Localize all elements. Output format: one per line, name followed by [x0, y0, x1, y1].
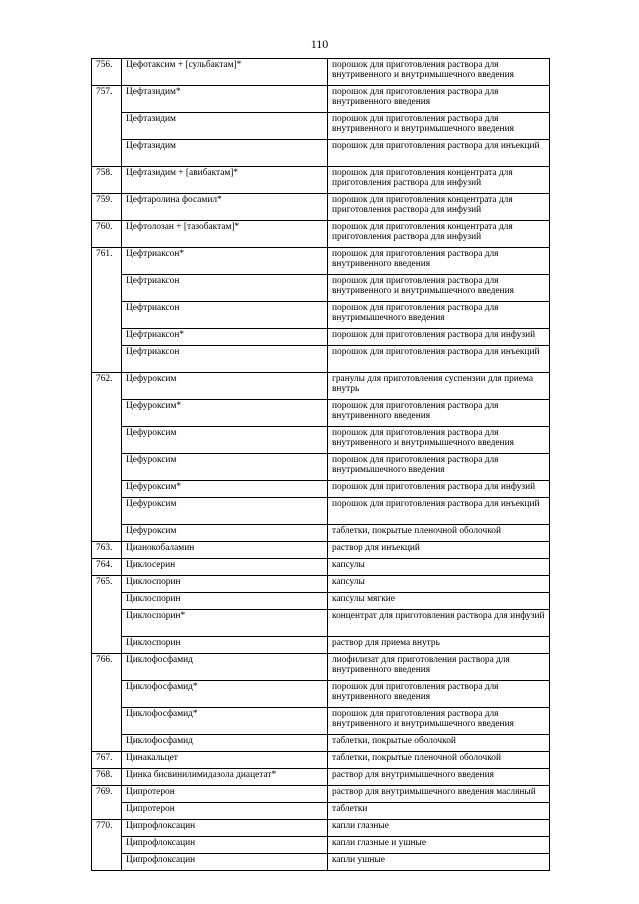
table-row	[92, 302, 550, 329]
table-row	[92, 454, 550, 481]
dosage-form: раствор для внутримышечного введения	[328, 769, 550, 786]
drug-name: Циклоспорин	[122, 576, 328, 593]
drug-name: Цефтриаксон*	[122, 329, 328, 346]
drug-name: Циклофосфамид*	[122, 681, 328, 708]
table-row	[92, 329, 550, 346]
dosage-form: раствор для приема внутрь	[328, 637, 550, 654]
table-row	[92, 637, 550, 654]
table-row	[92, 559, 550, 576]
dosage-form: порошок для приготовления раствора для внутривенного и внутримышечного введения	[328, 113, 550, 140]
drug-name: Цефтриаксон	[122, 302, 328, 329]
drug-name: Цефуроксим	[122, 373, 328, 400]
drug-name: Циклофосфамид	[122, 735, 328, 752]
table-row	[92, 194, 550, 221]
dosage-form: порошок для приготовления концентрата для приготовления раствора для инфузий	[328, 194, 550, 221]
drug-name: Цефтазидим	[122, 140, 328, 167]
table-row	[92, 542, 550, 559]
drug-name: Цефуроксим	[122, 454, 328, 481]
drug-name: Циклоспорин	[122, 637, 328, 654]
row-number: 764.	[92, 559, 122, 576]
row-number: 756.	[92, 59, 122, 86]
row-number: 767.	[92, 752, 122, 769]
table-row	[92, 610, 550, 637]
dosage-form: порошок для приготовления раствора для внутривенного и внутримышечного введения	[328, 427, 550, 454]
dosage-form: концентрат для приготовления раствора для инфузий	[328, 610, 550, 637]
dosage-form: таблетки, покрытые пленочной оболочкой	[328, 752, 550, 769]
drug-name: Цефтазидим*	[122, 86, 328, 113]
table-row	[92, 525, 550, 542]
dosage-form: таблетки	[328, 803, 550, 820]
row-number: 763.	[92, 542, 122, 559]
drug-name: Ципрофлоксацин	[122, 820, 328, 837]
page-number: 110	[310, 37, 329, 51]
drug-name: Цефуроксим*	[122, 400, 328, 427]
dosage-form: порошок для приготовления раствора для внутривенного и внутримышечного введения	[328, 708, 550, 735]
drug-name: Циклофосфамид*	[122, 708, 328, 735]
table-row	[92, 86, 550, 113]
table-row	[92, 752, 550, 769]
dosage-form: порошок для приготовления раствора для инъекций	[328, 346, 550, 373]
drug-name: Цефтриаксон*	[122, 248, 328, 275]
row-number: 769.	[92, 786, 122, 820]
table-row	[92, 248, 550, 275]
table-row	[92, 681, 550, 708]
drug-table-body	[92, 59, 550, 871]
dosage-form: порошок для приготовления раствора для внутривенного введения	[328, 86, 550, 113]
dosage-form: порошок для приготовления концентрата для приготовления раствора для инфузий	[328, 221, 550, 248]
dosage-form: порошок для приготовления раствора для внутривенного и внутримышечного введения	[328, 275, 550, 302]
table-row	[92, 275, 550, 302]
table-row	[92, 854, 550, 871]
dosage-form: порошок для приготовления раствора для инъекций	[328, 140, 550, 167]
dosage-form: капсулы мягкие	[328, 593, 550, 610]
table-row	[92, 769, 550, 786]
row-number: 758.	[92, 167, 122, 194]
row-number: 757.	[92, 86, 122, 167]
table-row	[92, 576, 550, 593]
table-row	[92, 346, 550, 373]
table-row	[92, 708, 550, 735]
drug-name: Ципротерон	[122, 803, 328, 820]
row-number: 762.	[92, 373, 122, 542]
table-row	[92, 654, 550, 681]
table-row	[92, 427, 550, 454]
table-row	[92, 113, 550, 140]
dosage-form: лиофилизат для приготовления раствора для внутривенного введения	[328, 654, 550, 681]
table-row	[92, 498, 550, 525]
dosage-form: капли глазные	[328, 820, 550, 837]
dosage-form: порошок для приготовления раствора для внутримышечного введения	[328, 454, 550, 481]
drug-name: Цинакальцет	[122, 752, 328, 769]
table-row	[92, 593, 550, 610]
dosage-form: капли глазные и ушные	[328, 837, 550, 854]
dosage-form: порошок для приготовления раствора для внутривенного введения	[328, 681, 550, 708]
table-row	[92, 373, 550, 400]
drug-name: Цефуроксим*	[122, 481, 328, 498]
dosage-form: порошок для приготовления раствора для внутримышечного введения	[328, 302, 550, 329]
dosage-form: порошок для приготовления раствора для инъекций	[328, 498, 550, 525]
dosage-form: капли ушные	[328, 854, 550, 871]
dosage-form: таблетки, покрытые оболочкой	[328, 735, 550, 752]
drug-name: Ципрофлоксацин	[122, 837, 328, 854]
drug-table	[91, 58, 550, 871]
dosage-form: таблетки, покрытые пленочной оболочкой	[328, 525, 550, 542]
drug-name: Цефтазидим + [авибактам]*	[122, 167, 328, 194]
drug-name: Ципрофлоксацин	[122, 854, 328, 871]
drug-name: Цефуроксим	[122, 498, 328, 525]
dosage-form: раствор для инъекций	[328, 542, 550, 559]
row-number: 760.	[92, 221, 122, 248]
drug-name: Цефтолозан + [тазобактам]*	[122, 221, 328, 248]
drug-name: Ципротерон	[122, 786, 328, 803]
table-row	[92, 735, 550, 752]
drug-name: Циклофосфамид	[122, 654, 328, 681]
table-row	[92, 786, 550, 803]
drug-name: Цефтриаксон	[122, 346, 328, 373]
dosage-form: гранулы для приготовления суспензии для приема внутрь	[328, 373, 550, 400]
table-row	[92, 803, 550, 820]
dosage-form: порошок для приготовления раствора для внутривенного введения	[328, 400, 550, 427]
row-number: 759.	[92, 194, 122, 221]
drug-name: Цефтриаксон	[122, 275, 328, 302]
row-number: 766.	[92, 654, 122, 752]
drug-name: Циклоспорин*	[122, 610, 328, 637]
dosage-form: порошок для приготовления раствора для инфузий	[328, 329, 550, 346]
dosage-form: порошок для приготовления раствора для внутривенного введения	[328, 248, 550, 275]
drug-name: Цефтаролина фосамил*	[122, 194, 328, 221]
row-number: 768.	[92, 769, 122, 786]
drug-name: Цефтазидим	[122, 113, 328, 140]
table-row	[92, 820, 550, 837]
row-number: 765.	[92, 576, 122, 654]
dosage-form: порошок для приготовления раствора для инфузий	[328, 481, 550, 498]
table-row	[92, 400, 550, 427]
drug-name: Цинка бисвинилимидазола диацетат*	[122, 769, 328, 786]
dosage-form: порошок для приготовления раствора для внутривенного и внутримышечного введения	[328, 59, 550, 86]
table-row	[92, 140, 550, 167]
drug-name: Цефотаксим + [сульбактам]*	[122, 59, 328, 86]
table-row	[92, 221, 550, 248]
drug-name: Цефуроксим	[122, 525, 328, 542]
row-number: 770.	[92, 820, 122, 871]
table-row	[92, 59, 550, 86]
row-number: 761.	[92, 248, 122, 373]
dosage-form: порошок для приготовления концентрата для приготовления раствора для инфузий	[328, 167, 550, 194]
table-row	[92, 167, 550, 194]
table-row	[92, 837, 550, 854]
drug-name: Циклоспорин	[122, 593, 328, 610]
dosage-form: капсулы	[328, 559, 550, 576]
table-row	[92, 481, 550, 498]
drug-name: Циклосерин	[122, 559, 328, 576]
dosage-form: капсулы	[328, 576, 550, 593]
drug-name: Цефуроксим	[122, 427, 328, 454]
drug-name: Цианокобаламин	[122, 542, 328, 559]
dosage-form: раствор для внутримышечного введения масляный	[328, 786, 550, 803]
